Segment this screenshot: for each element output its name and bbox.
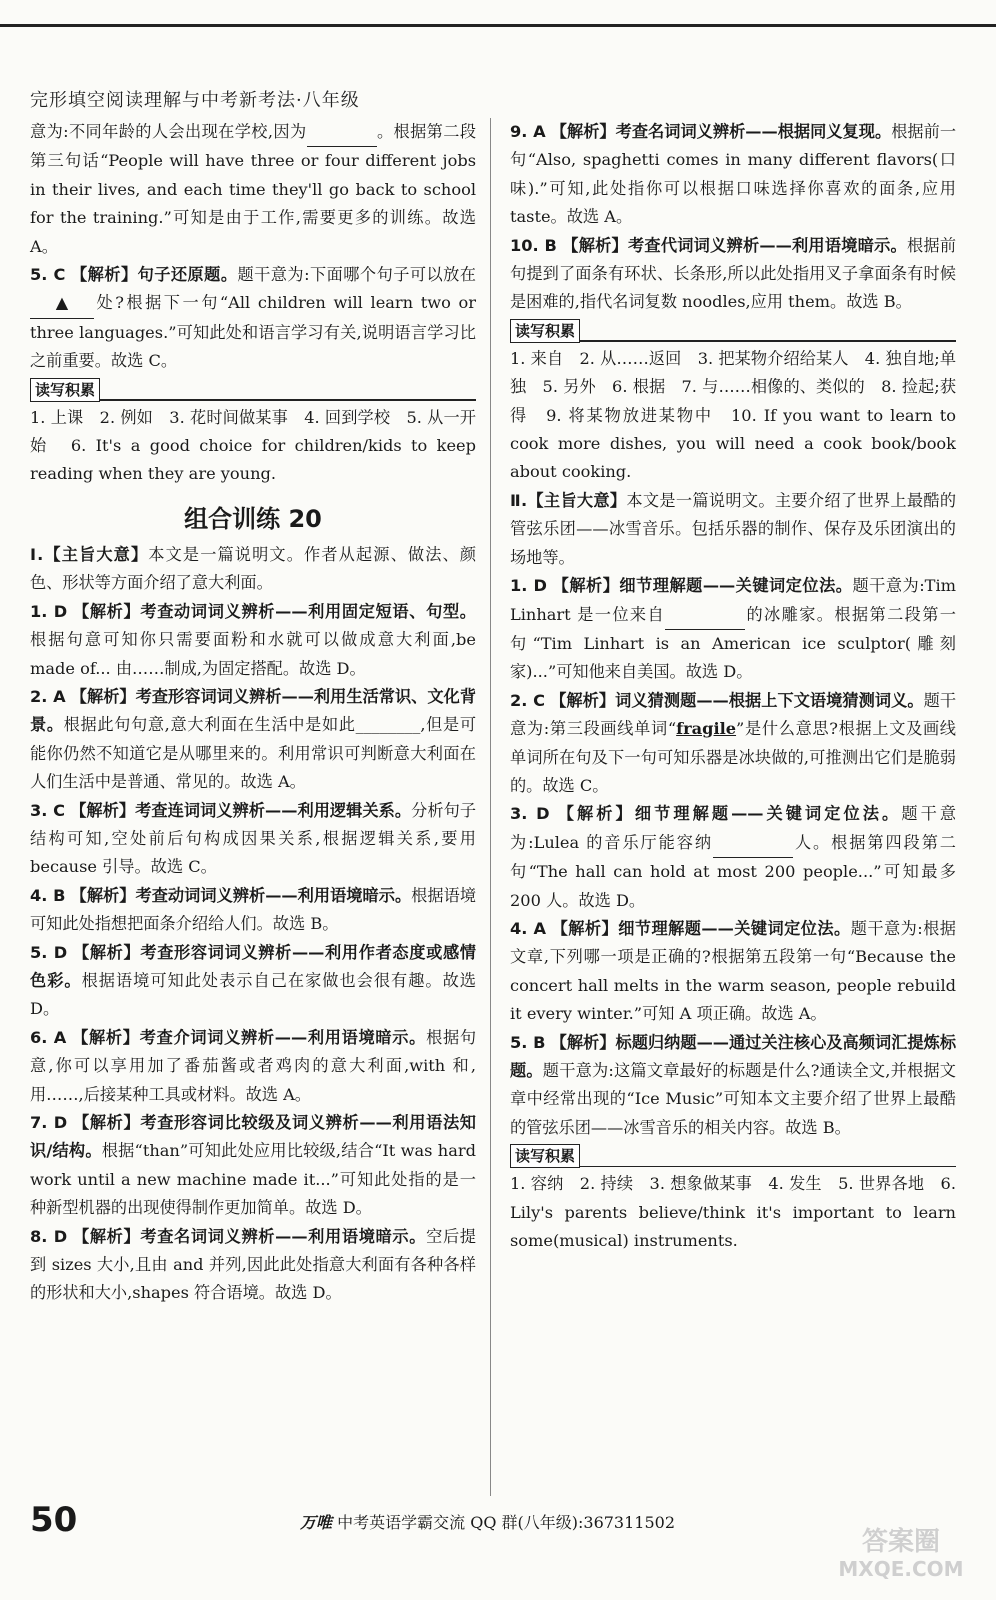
accumulation-rule xyxy=(580,340,956,342)
answer-text: 根据句意可知你只需要面粉和水就可以做成意大利面,be made of... 由……制成,为固定搭配。故选 D。 xyxy=(30,630,476,678)
answer-item xyxy=(30,1109,476,1223)
answer-number: 9. A xyxy=(510,122,546,141)
question-type: 标题归纳题——通过关注核心及高频词汇提炼标题。 xyxy=(510,1032,957,1080)
accumulation-rule xyxy=(580,1166,956,1168)
answer-item-5 xyxy=(30,261,476,376)
analysis-tag: 【解析】 xyxy=(552,576,620,596)
analysis-tag: 【解析】 xyxy=(550,1032,616,1052)
answer-number: 3. C xyxy=(30,800,65,820)
analysis-tag: 【解析】 xyxy=(70,800,136,820)
analysis-tag: 【解析】 xyxy=(550,122,616,141)
answer-number: 7. D xyxy=(30,1113,68,1132)
answer-text: 分析句子结构可知,空处前后句构成因果关系,根据逻辑关系,要用 because 引导。故选 C。 xyxy=(30,800,477,877)
answer-text: 根据句意,你可以享用加了番茄酱或者鸡肉的意大利面,with 和,用……,后接某种工具或材料。故选 A。 xyxy=(30,1027,477,1104)
brand-logo: 万唯 xyxy=(300,1513,333,1532)
answer-text: 题干意为:根据文章,下列哪一项是正确的?根据第五段第一句“Because the concert hall melts in the warm season, people rebuild it every winter.”可知 A 项正确。故选 A。 xyxy=(510,918,956,1024)
answer-text: 题干意为:下面哪个句子可以放在 xyxy=(237,265,476,285)
main-idea-text: 本文是一篇说明文。作者从起源、做法、颜色、形状等方面介绍了意大利面。 xyxy=(30,544,477,593)
answer-item-r4 xyxy=(510,915,956,1029)
question-type: 考查名词词义辨析——利用语境暗示。 xyxy=(140,1226,427,1246)
question-type: 考查动词词义辨析——利用语境暗示。 xyxy=(135,885,412,905)
answer-text: 题干意为:Tim Linhart 是一位来自 xyxy=(510,576,957,624)
analysis-tag: 【解析】 xyxy=(72,1027,140,1047)
answer-number: 1. D xyxy=(30,601,68,621)
blank-line xyxy=(665,601,745,630)
blank-line xyxy=(713,829,793,858)
analysis-tag: 【解析】 xyxy=(72,1113,141,1132)
accumulation-answers: 1. 上课 2. 例如 3. 花时间做某事 4. 回到学校 5. 从一开始 6. It's a good choice for children/kids to keep reading when they are young. xyxy=(30,407,476,484)
footer-line xyxy=(300,1510,675,1533)
answer-text: 题干意为:这篇文章最好的标题是什么?通读全文,并根据文章中经常出现的“Ice Music”可知本文主要介绍了世界上最酷的管弦乐团——冰雪音乐的相关内容。故选 B。 xyxy=(510,1061,956,1137)
answer-item-r2 xyxy=(510,687,956,801)
answer-text-cont: 人。根据第四段第二句“The hall can hold at most 200 people...”可知最多 200 人。故选 D。 xyxy=(510,832,956,910)
analysis-tag: 【解析】 xyxy=(70,686,136,706)
question-type: 句子还原题。 xyxy=(137,265,238,285)
answer-list-top xyxy=(510,118,956,317)
answer-number: 6. A xyxy=(30,1027,67,1047)
main-idea-2 xyxy=(510,487,956,572)
analysis-tag: 【解析】 xyxy=(557,804,635,824)
answer-number: 10. B xyxy=(510,235,557,255)
column-divider xyxy=(490,118,491,1496)
accumulation-label: 读写积累 xyxy=(510,319,580,343)
accumulation-answers: 1. 来自 2. 从……返回 3. 把某物介绍给某人 4. 独自地;单独 5. 另外 6. 根据 7. 与……相像的、类似的 8. 捡起;获得 9. 将某物放进某物中 10. If you want to learn to cook more dishes, you will need a cook book/book about cooking. xyxy=(510,348,956,482)
analysis-tag: 【解析】 xyxy=(551,918,619,938)
answer-list-1 xyxy=(30,598,476,1308)
accumulation-label: 读写积累 xyxy=(30,378,100,402)
answer-number: 1. D xyxy=(510,576,547,596)
page-number: 50 xyxy=(30,1500,78,1540)
blank-line xyxy=(307,118,377,147)
accumulation-rule xyxy=(100,399,476,401)
question-type: 考查形容词比较级及词义辨析——利用语法知识/结构。 xyxy=(30,1113,476,1161)
accumulation-header xyxy=(30,378,476,402)
answer-text: 题干意为:第三段画线单词“ xyxy=(510,690,957,739)
answer-number: 3. D xyxy=(510,804,550,824)
watermark-bottom: MXQE.COM xyxy=(838,1557,964,1581)
answer-text: 根据前句提到了面条有环状、长条形,所以此处指用叉子拿面条有时候是困难的,指代名词复数 noodles,应用 them。故选 B。 xyxy=(510,235,957,312)
answer-item xyxy=(30,1024,476,1109)
accumulation-header xyxy=(510,319,956,343)
underlined-word: fragile xyxy=(676,719,737,739)
main-idea-label: Ⅰ.【主旨大意】 xyxy=(30,544,149,564)
watermark-top: 答案圈 xyxy=(861,1527,941,1557)
analysis-tag: 【解析】 xyxy=(72,942,141,962)
question-type: 考查形容词词义辨析——利用生活常识、文化背景。 xyxy=(30,686,477,735)
question-type: 细节理解题——关键词定位法。 xyxy=(619,576,853,596)
question-type: 词义猜测题——根据上下文语境猜测词义。 xyxy=(615,690,924,710)
answer-number: 4. B xyxy=(30,885,66,905)
question-type: 考查连词词义辨析——利用逻辑关系。 xyxy=(135,800,412,820)
answer-text-cont: 处?根据下一句“All children will learn two or three languages.”可知此处和语言学习有关,说明语言学习比之前重要。故选 C。 xyxy=(30,293,476,371)
answer-item xyxy=(30,598,476,683)
question-type: 考查名词词义辨析——根据同义复现。 xyxy=(615,122,892,141)
answer-item xyxy=(30,882,476,939)
answer-item xyxy=(510,232,956,317)
continued-answer xyxy=(30,118,476,261)
main-idea-label: Ⅱ.【主旨大意】 xyxy=(510,490,627,510)
main-idea-text: 本文是一篇说明文。主要介绍了世界上最酷的管弦乐团——冰雪音乐。包括乐器的制作、保存及乐团演出的场地等。 xyxy=(510,490,957,567)
question-type: 细节理解题——关键词定位法。 xyxy=(618,918,851,938)
answer-item xyxy=(30,1223,476,1308)
answer-item-r3 xyxy=(510,800,956,915)
continued-answer-end: 。根据第二段第三句话“People will have three or four different jobs in their lives, and each time they'll go back to school for the training.”可知是由于工作,需要更多的训练。故选 A。 xyxy=(30,122,477,256)
accumulation-answers: 1. 容纳 2. 持续 3. 想象做某事 4. 发生 5. 世界各地 6. Lily's parents believe/think it's important to learn some(musical) instruments. xyxy=(510,1174,956,1251)
answer-item xyxy=(30,683,476,797)
answer-number: 5. B xyxy=(510,1032,546,1052)
answer-number: 2. C xyxy=(510,690,545,710)
answer-text: 根据前一句“Also, spaghetti comes in many different flavors(口味).”可知,此处指你可以根据口味选择你喜欢的面条,应用 taste。故选 A。 xyxy=(510,122,957,227)
answer-number: 8. D xyxy=(30,1226,68,1246)
section-title: 组合训练 20 xyxy=(184,504,322,533)
question-type: 考查代词词义辨析——利用语境暗示。 xyxy=(627,235,907,255)
blank-marker: ▲ xyxy=(30,289,94,318)
analysis-tag: 【解析】 xyxy=(72,601,141,621)
answer-text-cont: 的冰雕家。根据第二段第一句“Tim Linhart is an American ice sculptor(雕刻家)...”可知他来自美国。故选 D。 xyxy=(510,604,956,682)
answer-number: 5. C xyxy=(30,265,66,285)
answer-item-r1 xyxy=(510,572,956,687)
analysis-tag: 【解析】 xyxy=(562,235,628,255)
question-type: 考查形容词词义辨析——利用作者态度或感情色彩。 xyxy=(30,942,476,990)
answer-text: 空后提到 sizes 大小,且由 and 并列,因此此处指意大利面有各种各样的形状和大小,shapes 符合语境。故选 D。 xyxy=(30,1226,476,1303)
question-type: 考查动词词义辨析——利用固定短语、句型。 xyxy=(140,601,476,621)
analysis-tag: 【解析】 xyxy=(72,1226,141,1246)
answer-number: 4. A xyxy=(510,918,547,938)
answer-item xyxy=(510,118,956,232)
question-type: 细节理解题——关键词定位法。 xyxy=(634,804,902,824)
analysis-tag: 【解析】 xyxy=(550,690,616,710)
footer-qq-text: 中考英语学霸交流 QQ 群(八年级):367311502 xyxy=(337,1513,676,1532)
answer-item xyxy=(30,797,476,882)
answer-item xyxy=(30,939,476,1024)
answer-item-r5 xyxy=(510,1029,956,1143)
main-idea-1 xyxy=(30,541,476,598)
answer-text-cont: ”是什么意思?根据上文及画线单词所在句及下一句可知乐器是冰块做的,可推测出它们是脆弱的。故选 C。 xyxy=(510,719,956,795)
answer-text: 题干意为:Lulea 的音乐厅能容纳 xyxy=(510,804,957,852)
answer-number: 2. A xyxy=(30,686,66,706)
answer-text: 根据语境可知此处表示自己在家做也会很有趣。故选 D。 xyxy=(30,970,476,1019)
right-column xyxy=(510,118,956,1255)
accumulation-label: 读写积累 xyxy=(510,1144,580,1168)
running-header: 完形填空阅读理解与中考新考法·八年级 xyxy=(30,90,360,111)
answer-text: 根据此句句意,意大利面在生活中是如此________,但是可能你仍然不知道它是从哪里来的。利用常识可判断意大利面在人们生活中是普通、常见的。故选 A。 xyxy=(30,715,477,792)
watermark-logo xyxy=(836,1520,966,1582)
continued-answer-text: 意为:不同年龄的人会出现在学校,因为 xyxy=(30,122,307,141)
answer-number: 5. D xyxy=(30,942,68,962)
answer-text: 根据语境可知此处指想把面条介绍给人们。故选 B。 xyxy=(30,885,477,934)
analysis-tag: 【解析】 xyxy=(70,885,136,905)
top-rule xyxy=(0,24,996,27)
left-column xyxy=(30,118,476,1308)
analysis-tag: 【解析】 xyxy=(71,265,138,285)
accumulation-header xyxy=(510,1144,956,1168)
question-type: 考查介词词义辨析——利用语境暗示。 xyxy=(139,1027,427,1047)
answer-text: 根据“than”可知此处应用比较级,结合“It was hard work until a new machine made it...”可知此处指的是一种新型机器的出现使得制作更加简单。故选 D。 xyxy=(30,1141,476,1218)
